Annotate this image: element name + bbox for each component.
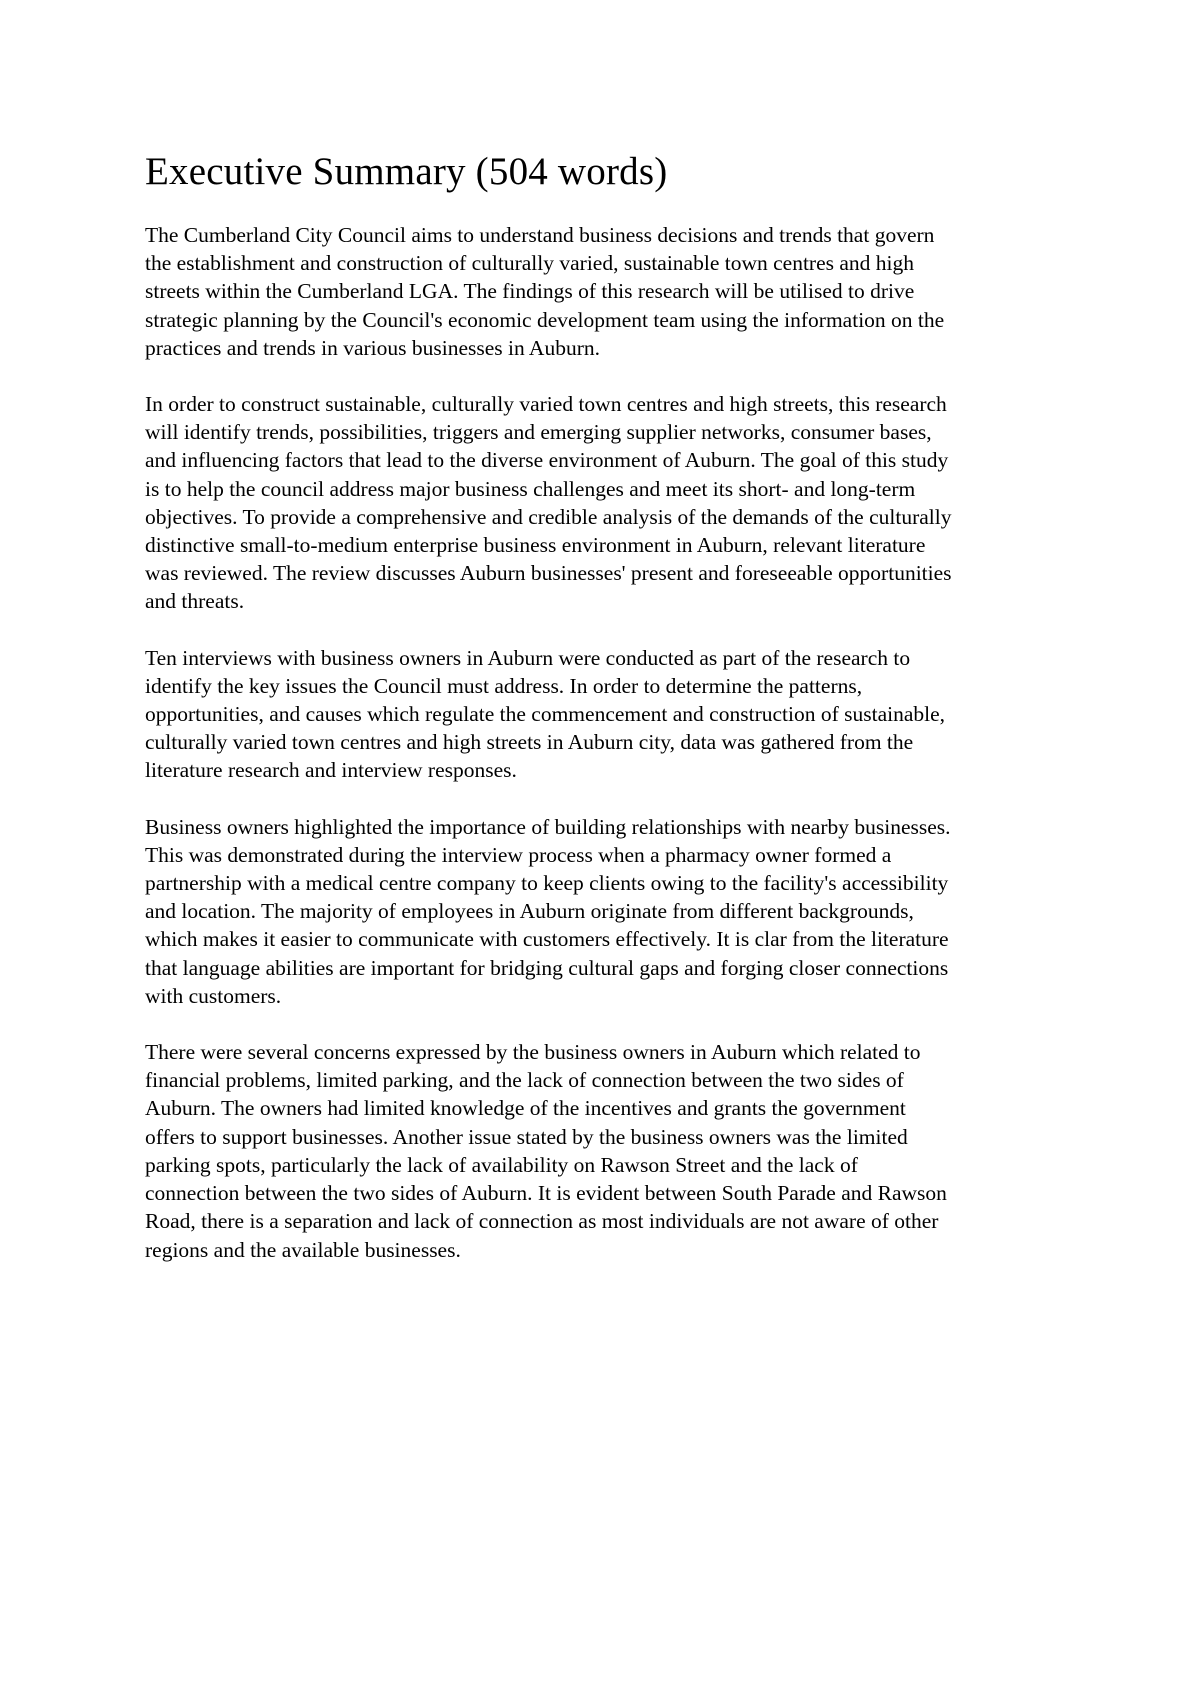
paragraph-line: regions and the available businesses.	[145, 1237, 461, 1262]
paragraph-3	[145, 644, 1065, 785]
paragraph-line: connection between the two sides of Auburn. It is evident between South Parade and Rawson	[145, 1181, 947, 1206]
paragraph-line: partnership with a medical centre company to keep clients owing to the facility's accessibility	[145, 871, 949, 896]
paragraph-line: distinctive small-to-medium enterprise business environment in Auburn, relevant literature	[145, 533, 926, 558]
paragraph-line: The Cumberland City Council aims to understand business decisions and trends that govern	[145, 223, 935, 247]
paragraph-line: objectives. To provide a comprehensive and credible analysis of the demands of the culturally	[145, 504, 952, 529]
paragraph-2	[145, 390, 1065, 616]
paragraph-list	[145, 221, 1065, 1264]
paragraph-line: opportunities, and causes which regulate the commencement and construction of sustainable,	[145, 702, 946, 727]
paragraph-line: that language abilities are important for bridging cultural gaps and forging closer connections	[145, 955, 949, 980]
paragraph-line: Ten interviews with business owners in Auburn were conducted as part of the research to	[145, 645, 911, 670]
paragraph-1	[145, 221, 1065, 362]
paragraph-line: parking spots, particularly the lack of availability on Rawson Street and the lack of	[145, 1152, 858, 1177]
paragraph-line: was reviewed. The review discusses Auburn businesses' present and foreseeable opportunities	[145, 561, 952, 586]
paragraph-line: is to help the council address major business challenges and meet its short- and long-term	[145, 476, 916, 501]
paragraph-line: strategic planning by the Council's economic development team using the information on the	[145, 307, 945, 332]
paragraph-line: and location. The majority of employees in Auburn originate from different backgrounds,	[145, 899, 914, 924]
paragraph-line: There were several concerns expressed by the business owners in Auburn which related to	[145, 1040, 921, 1065]
paragraph-line: and threats.	[145, 589, 245, 614]
paragraph-line: Road, there is a separation and lack of connection as most individuals are not aware of other	[145, 1209, 939, 1234]
paragraph-line: streets within the Cumberland LGA. The findings of this research will be utilised to drive	[145, 279, 915, 304]
paragraph-4	[145, 813, 1065, 1010]
paragraph-5	[145, 1038, 1065, 1264]
paragraph-line: In order to construct sustainable, culturally varied town centres and high streets, this research	[145, 392, 947, 417]
paragraph-line: which makes it easier to communicate with customers effectively. It is clar from the literature	[145, 927, 949, 952]
paragraph-line: Auburn. The owners had limited knowledge of the incentives and grants the government	[145, 1096, 906, 1121]
paragraph-line: offers to support businesses. Another issue stated by the business owners was the limited	[145, 1124, 908, 1149]
paragraph-line: identify the key issues the Council must address. In order to determine the patterns,	[145, 673, 863, 698]
paragraph-line: will identify trends, possibilities, triggers and emerging supplier networks, consumer bases,	[145, 420, 932, 445]
paragraph-line: financial problems, limited parking, and the lack of connection between the two sides of	[145, 1068, 904, 1093]
paragraph-line: with customers.	[145, 983, 282, 1008]
paragraph-line: Business owners highlighted the importance of building relationships with nearby businesses.	[145, 814, 951, 839]
paragraph-line: practices and trends in various businesses in Auburn.	[145, 335, 600, 360]
document-body	[145, 150, 1065, 1292]
paragraph-line: culturally varied town centres and high streets in Auburn city, data was gathered from the	[145, 730, 914, 755]
paragraph-line: literature research and interview responses.	[145, 758, 517, 783]
paragraph-line: and influencing factors that lead to the diverse environment of Auburn. The goal of this study	[145, 448, 949, 473]
paragraph-line: the establishment and construction of culturally varied, sustainable town centres and high	[145, 251, 915, 276]
paragraph-line: This was demonstrated during the interview process when a pharmacy owner formed a	[145, 842, 892, 867]
document-title: Executive Summary (504 words)	[145, 150, 668, 193]
